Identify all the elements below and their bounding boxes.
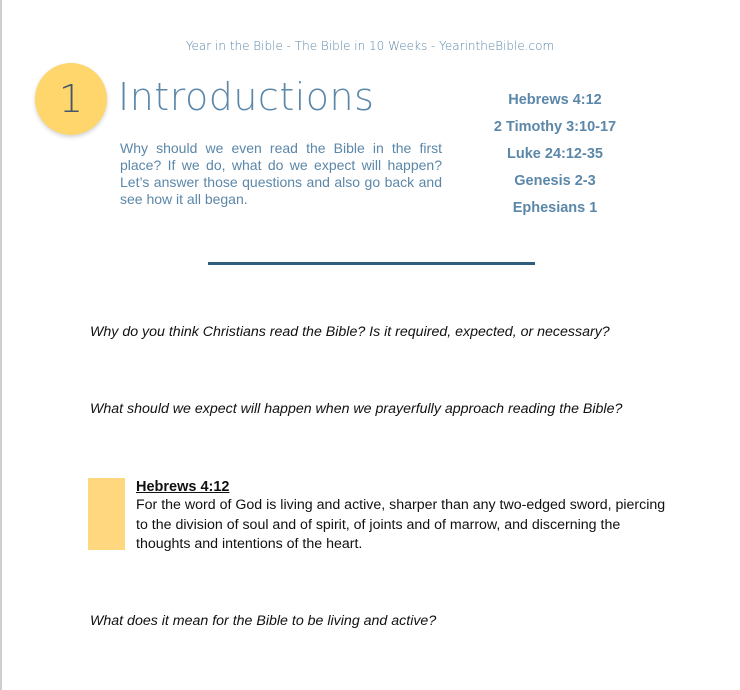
lesson-description: Why should we even read the Bible in the first place? If we do, what do we expect will happen? Let’s answer those questions and also go back and see how it all began.	[120, 140, 442, 207]
reference-genesis: Genesis 2-3	[514, 173, 596, 189]
reference-ephesians: Ephesians 1	[512, 200, 598, 216]
page-title: Introductions	[118, 75, 375, 119]
reference-2-timothy: 2 Timothy 3:10-17	[493, 119, 617, 135]
question-2: What should we expect will happen when we prayerfully approach reading the Bible?	[90, 401, 623, 417]
question-1: Why do you think Christians read the Bible? Is it required, expected, or necessary?	[90, 324, 610, 340]
section-divider	[208, 262, 535, 265]
reference-luke: Luke 24:12-35	[507, 146, 603, 162]
lesson-number-badge: 1	[35, 63, 107, 135]
callout-reference: Hebrews 4:12	[136, 479, 230, 495]
question-3: What does it mean for the Bible to be living and active?	[90, 613, 437, 629]
reference-hebrews: Hebrews 4:12	[508, 92, 602, 108]
callout-accent-bar	[88, 478, 125, 550]
callout-verse-text: For the word of God is living and active, sharper than any two-edged sword, piercing to the division of soul and of spirit, of joints and of marrow, and discerning the thoughts and intentions of the heart.	[136, 497, 666, 552]
page-left-edge	[0, 0, 2, 690]
page-header-tagline: Year in the Bible - The Bible in 10 Weeks - YearintheBible.com	[185, 39, 555, 53]
scripture-reference-list	[470, 87, 640, 222]
scripture-callout	[136, 478, 676, 555]
